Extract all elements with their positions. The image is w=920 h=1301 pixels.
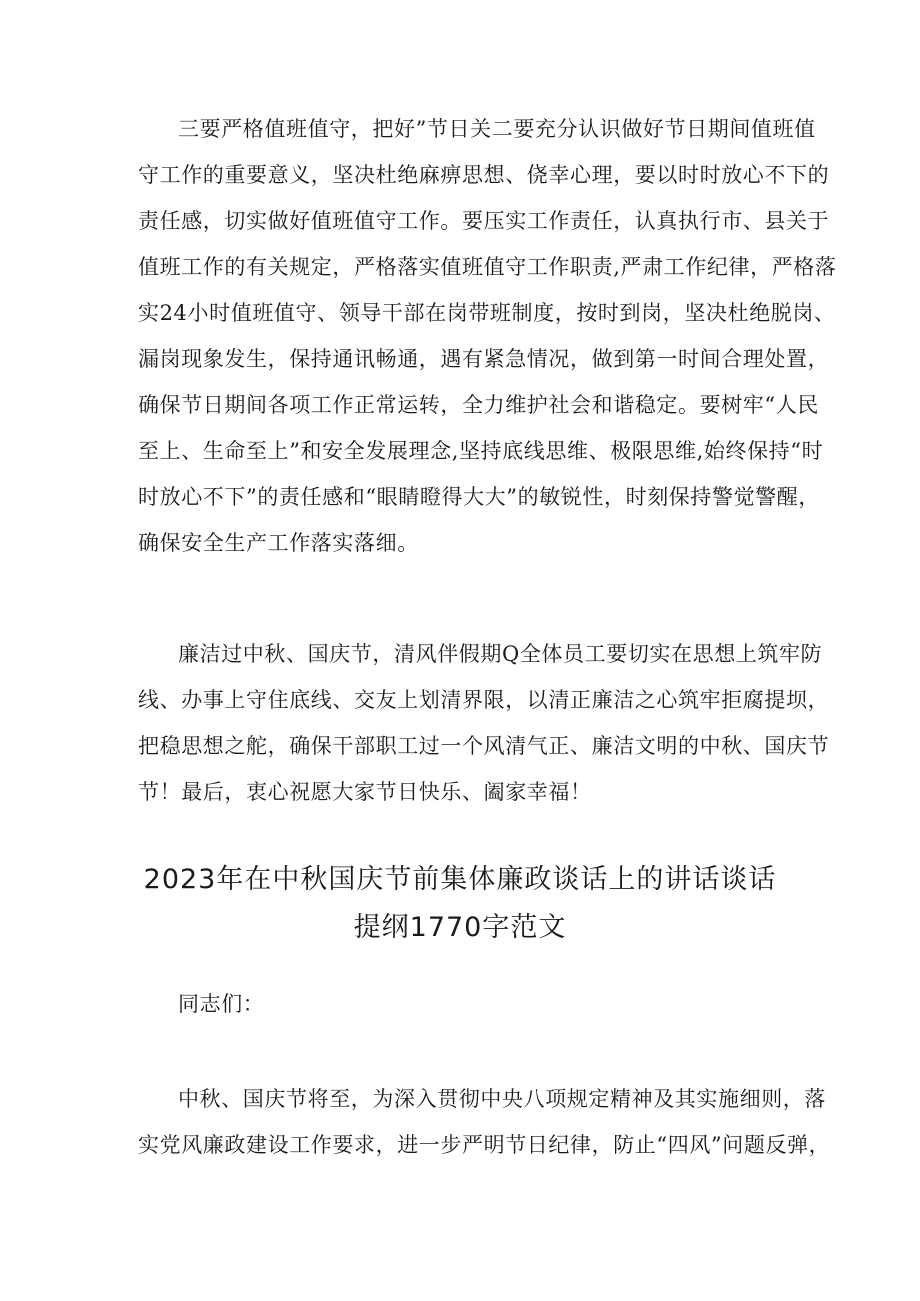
text-line: 确保节日期间各项工作正常运转，全力维护社会和谐稳定。要树牢“人民 (138, 393, 819, 417)
heading-line-1: 2023年在中秋国庆节前集体廉政谈话上的讲话谈话 (143, 864, 777, 895)
text-line: 廉洁过中秋、国庆节，清风伴假期Q全体员工要切实在思想上筑牢防 (178, 642, 823, 666)
text-line: 实党风廉政建设工作要求，进一步严明节日纪律，防止“四风”问题反弹， (138, 1133, 831, 1157)
salutation: 同志们： (178, 992, 265, 1016)
text-line: 守工作的重要意义，坚决杜绝麻痹思想、侥幸心理，要以时时放心不下的 (138, 163, 830, 187)
text-line: 责任感，切实做好值班值守工作。要压实工作责任，认真执行市、县关于 (138, 209, 830, 233)
text-line: 节！最后，衷心祝愿大家节日快乐、阖家幸福！ (138, 780, 592, 804)
text-line: 值班工作的有关规定，严格落实值班值守工作职责,严肃工作纪律，严格落 (138, 255, 837, 279)
text-line: 线、办事上守住底线、交友上划清界限，以清正廉洁之心筑牢拒腐提坝， (138, 688, 830, 712)
text-line: 漏岗现象发生，保持通讯畅通，遇有紧急情况，做到第一时间合理处置， (138, 347, 830, 371)
text-line: 三要严格值班值守，把好”节日关二要充分认识做好节日期间值班值 (178, 117, 816, 141)
heading-line-2: 提纲1770字范文 (353, 912, 567, 943)
text-line: 中秋、国庆节将至，为深入贯彻中央八项规定精神及其实施细则，落 (178, 1087, 826, 1111)
text-line: 时放心不下”的责任感和“眼睛瞪得大大”的敏锐性，时刻保持警觉警醒， (138, 485, 821, 509)
text-line: 至上、生命至上”和安全发展理念,坚持底线思维、极限思维,始终保持“时 (138, 439, 824, 463)
text-line: 确保安全生产工作落实落细。 (138, 531, 419, 555)
text-line: 实24小时值班值守、领导干部在岗带班制度，按时到岗，坚决杜绝脱岗、 (138, 301, 836, 325)
text-line: 把稳思想之舵，确保干部职工过一个风清气正、廉洁文明的中秋、国庆节 (138, 734, 830, 758)
